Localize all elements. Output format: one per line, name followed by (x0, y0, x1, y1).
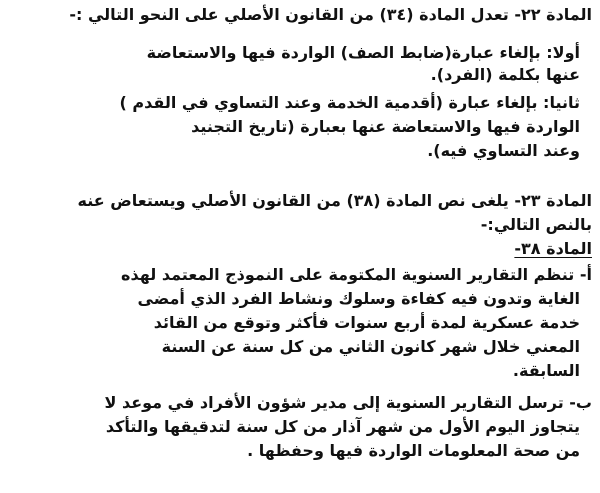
article-38-subtitle: المادة ٣٨- (514, 239, 592, 258)
clause-a-line-2: الغاية وتدون فيه كفاءة وسلوك ونشاط الفرد الذي أمضى (137, 289, 580, 308)
clause-b-line-3: من صحة المعلومات الواردة فيها وحفظها . (247, 441, 580, 460)
article-22-second-line-1: ثانيا: بإلغاء عبارة (أقدمية الخدمة وعند التساوي في القدم ) (119, 93, 580, 112)
article-22-first-line-2: عنها بكلمة (الفرد). (430, 65, 580, 84)
clause-a-line-1: أ- تنظم التقارير السنوية المكتومة على النموذج المعتمد لهذه (121, 265, 592, 284)
article-22-second-line-2: الواردة فيها والاستعاضة عنها بعبارة (تاريخ التجنيد (191, 117, 580, 136)
article-23-header-line-2: بالنص التالي:- (480, 215, 592, 234)
clause-a-line-4: المعني خلال شهر كانون الثاني من كل سنة عن السنة (161, 337, 580, 356)
article-22-header: المادة ٢٢- تعدل المادة (٣٤) من القانون الأصلي على النحو التالي :- (69, 5, 592, 24)
clause-a-line-3: خدمة عسكرية لمدة أربع سنوات فأكثر وتوقع من القائد (153, 313, 580, 332)
article-23-header-line-1: المادة ٢٣- يلغى نص المادة (٣٨) من القانون الأصلي ويستعاض عنه (77, 191, 592, 210)
article-22-second-line-3: وعند التساوي فيه). (427, 141, 580, 160)
clause-a-line-5: السابقة. (512, 361, 580, 380)
clause-b-line-1: ب- ترسل التقارير السنوية إلى مدير شؤون الأفراد في موعد لا (104, 393, 592, 412)
article-22-first-line-1: أولا: بإلغاء عبارة(ضابط الصف) الواردة فيها والاستعاضة (146, 43, 580, 62)
clause-b-line-2: يتجاوز اليوم الأول من شهر آذار من كل سنة لتدقيقها والتأكد (105, 417, 580, 436)
